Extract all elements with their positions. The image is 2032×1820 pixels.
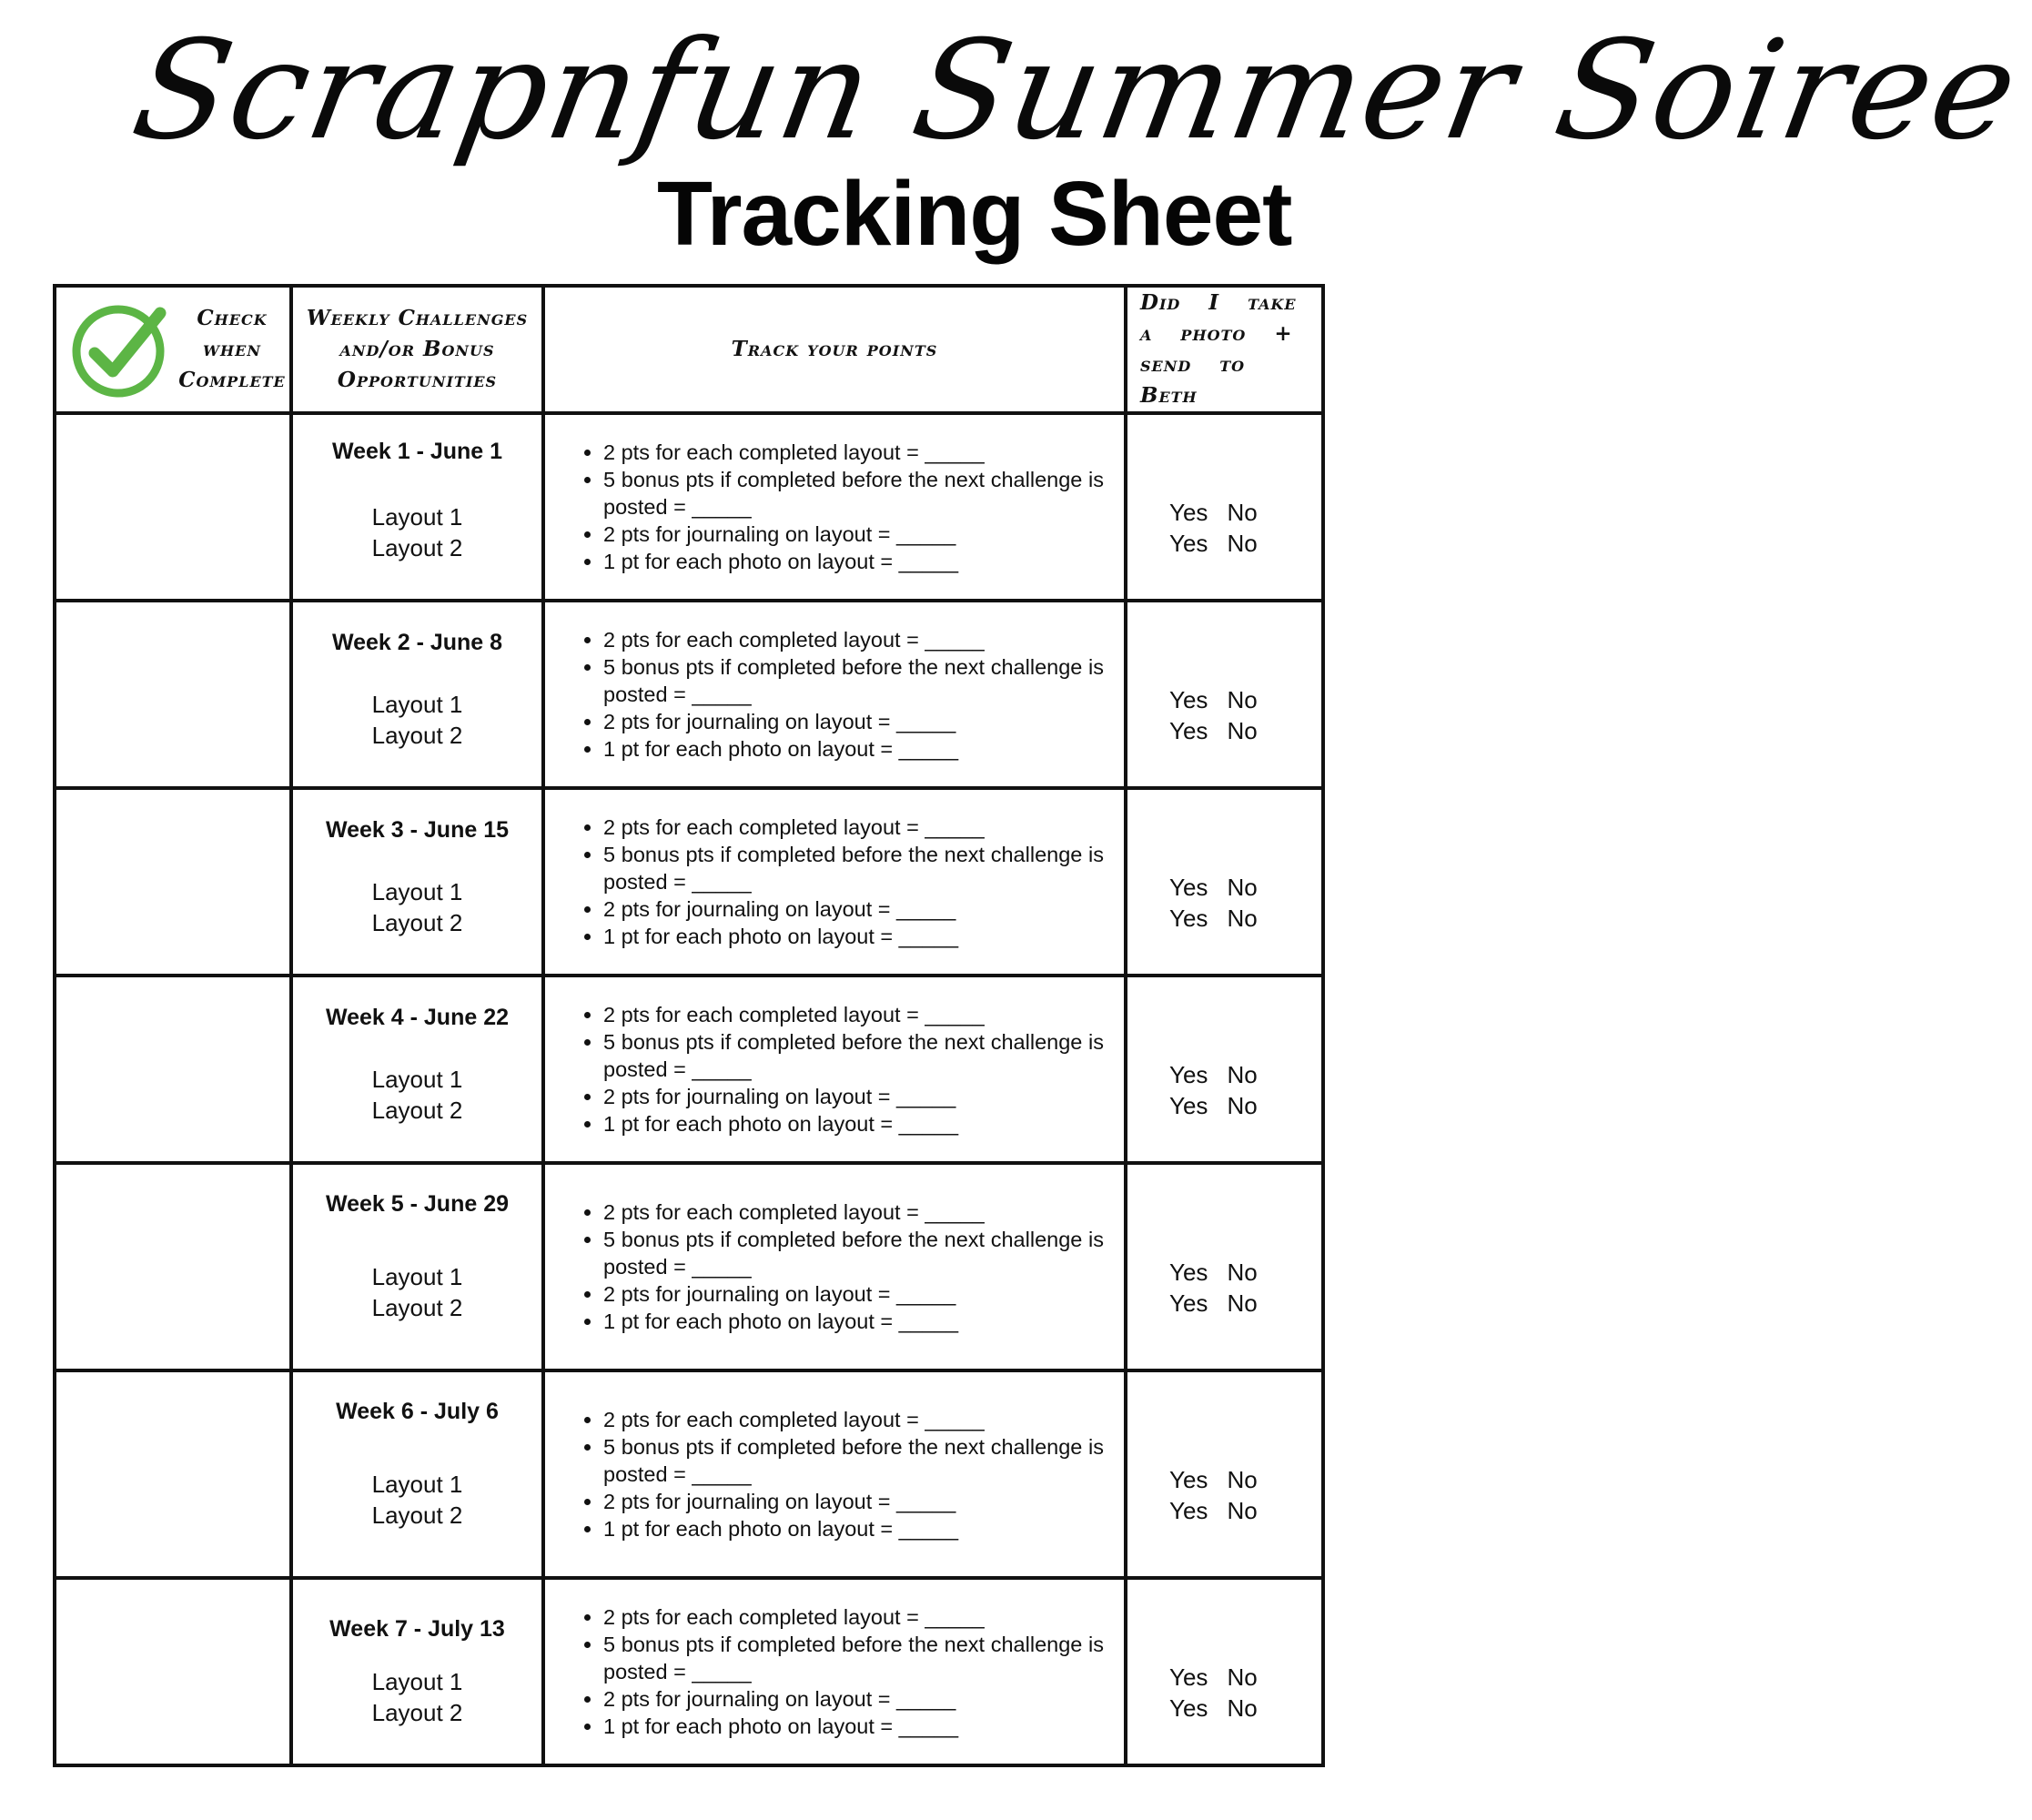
layout-label: Layout 2 <box>371 1097 463 1124</box>
points-item[interactable]: • 5 bonus pts if completed before the next challenge is posted = _____ <box>603 1028 1104 1083</box>
layout-label: Layout 2 <box>371 1699 463 1726</box>
points-item[interactable]: • 1 pt for each photo on layout = _____ <box>603 548 1104 575</box>
points-item[interactable]: • 2 pts for journaling on layout = _____ <box>603 1685 1104 1713</box>
points-column-header <box>543 286 1126 413</box>
layout-label: Layout 2 <box>371 534 463 561</box>
table-row <box>55 788 1323 976</box>
yes-option[interactable]: Yes <box>1169 498 1208 526</box>
check-box-cell[interactable] <box>55 601 291 788</box>
points-item[interactable]: • 1 pt for each photo on layout = _____ <box>603 923 1104 950</box>
photo-cell <box>1126 1370 1323 1578</box>
yes-option[interactable]: Yes <box>1169 685 1208 713</box>
no-option[interactable]: No <box>1227 529 1258 557</box>
yes-option[interactable]: Yes <box>1169 1289 1208 1317</box>
check-box-cell[interactable] <box>55 1163 291 1370</box>
week-title: Week 5 - June 29 <box>325 1191 510 1217</box>
week-cell <box>291 413 543 601</box>
layout-label: Layout 1 <box>371 691 463 718</box>
photo-column-header <box>1126 286 1323 413</box>
points-item[interactable]: • 2 pts for each completed layout = _____ <box>603 626 1104 653</box>
no-option[interactable]: No <box>1227 1663 1258 1691</box>
photo-cell <box>1126 976 1323 1163</box>
points-item[interactable]: • 5 bonus pts if completed before the next challenge is posted = _____ <box>603 1226 1104 1280</box>
week-title: Week 3 - June 15 <box>325 817 510 843</box>
layout-label: Layout 2 <box>371 722 463 749</box>
week-title: Week 6 - July 6 <box>336 1399 499 1424</box>
week-cell <box>291 976 543 1163</box>
points-list <box>545 1198 1124 1335</box>
table-row <box>55 1163 1323 1370</box>
no-option[interactable]: No <box>1227 1258 1258 1286</box>
points-item[interactable]: • 2 pts for each completed layout = _____ <box>603 814 1104 841</box>
header-row <box>55 286 1323 413</box>
points-cell <box>543 788 1126 976</box>
yes-option[interactable]: Yes <box>1169 1694 1208 1722</box>
tracking-table <box>53 284 1325 1767</box>
points-list <box>545 1603 1124 1740</box>
check-box-cell[interactable] <box>55 976 291 1163</box>
script-title: Scrapnfun Summer Soiree <box>122 12 2030 170</box>
week-cell <box>291 601 543 788</box>
layout-label: Layout 2 <box>371 1294 463 1321</box>
points-column-label: Track your points <box>731 337 938 361</box>
points-cell <box>543 976 1126 1163</box>
points-item[interactable]: • 2 pts for each completed layout = _____ <box>603 439 1104 466</box>
yes-option[interactable]: Yes <box>1169 1663 1208 1691</box>
challenges-column-label: Weekly Challenges and/or Bonus Opportunities <box>306 306 529 392</box>
yes-option[interactable]: Yes <box>1169 873 1208 901</box>
points-item[interactable]: • 1 pt for each photo on layout = _____ <box>603 1713 1104 1740</box>
page-title: Tracking Sheet <box>657 163 1292 265</box>
points-cell <box>543 413 1126 601</box>
table-row <box>55 976 1323 1163</box>
points-item[interactable]: • 1 pt for each photo on layout = _____ <box>603 1110 1104 1138</box>
no-option[interactable]: No <box>1227 498 1258 526</box>
layout-label: Layout 1 <box>371 1471 463 1498</box>
points-item[interactable]: • 5 bonus pts if completed before the next challenge is posted = _____ <box>603 1433 1104 1488</box>
points-item[interactable]: • 2 pts for journaling on layout = _____ <box>603 708 1104 735</box>
yes-option[interactable]: Yes <box>1169 904 1208 932</box>
points-item[interactable]: • 1 pt for each photo on layout = _____ <box>603 1515 1104 1542</box>
yes-option[interactable]: Yes <box>1169 1496 1208 1524</box>
no-option[interactable]: No <box>1227 904 1258 932</box>
yes-option[interactable]: Yes <box>1169 1060 1208 1088</box>
no-option[interactable]: No <box>1227 873 1258 901</box>
points-cell <box>543 601 1126 788</box>
points-item[interactable]: • 5 bonus pts if completed before the next challenge is posted = _____ <box>603 466 1104 521</box>
yes-no-options <box>1127 874 1321 932</box>
points-item[interactable]: • 2 pts for journaling on layout = _____ <box>603 1488 1104 1515</box>
points-item[interactable]: • 2 pts for journaling on layout = _____ <box>603 1083 1104 1110</box>
check-box-cell[interactable] <box>55 413 291 601</box>
points-cell <box>543 1578 1126 1765</box>
table-row <box>55 1578 1323 1765</box>
layout-label: Layout 1 <box>371 1066 463 1093</box>
yes-option[interactable]: Yes <box>1169 1258 1208 1286</box>
green-check-circle-icon <box>71 300 169 399</box>
points-item[interactable]: • 2 pts for each completed layout = _____ <box>603 1198 1104 1226</box>
photo-cell <box>1126 788 1323 976</box>
check-column-label: Check when Complete <box>178 306 286 392</box>
layout-label: Layout 2 <box>371 1502 463 1529</box>
points-list <box>545 439 1124 575</box>
no-option[interactable]: No <box>1227 1694 1258 1722</box>
photo-cell <box>1126 1578 1323 1765</box>
check-box-cell[interactable] <box>55 1578 291 1765</box>
points-item[interactable]: • 2 pts for each completed layout = _____ <box>603 1406 1104 1433</box>
points-list <box>545 1001 1124 1138</box>
week-cell <box>291 1578 543 1765</box>
photo-cell <box>1126 1163 1323 1370</box>
yes-no-options <box>1127 1466 1321 1524</box>
no-option[interactable]: No <box>1227 1091 1258 1119</box>
yes-option[interactable]: Yes <box>1169 1091 1208 1119</box>
points-item[interactable]: • 2 pts for journaling on layout = _____ <box>603 895 1104 923</box>
week-title: Week 4 - June 22 <box>325 1005 510 1030</box>
week-cell <box>291 1370 543 1578</box>
points-list <box>545 1406 1124 1542</box>
yes-no-options <box>1127 686 1321 744</box>
week-title: Week 7 - July 13 <box>329 1616 505 1642</box>
yes-option[interactable]: Yes <box>1169 1465 1208 1493</box>
week-title: Week 2 - June 8 <box>331 630 503 655</box>
yes-option[interactable]: Yes <box>1169 716 1208 744</box>
yes-no-options <box>1127 1259 1321 1317</box>
points-item[interactable]: • 2 pts for each completed layout = _____ <box>603 1603 1104 1631</box>
points-item[interactable]: • 2 pts for journaling on layout = _____ <box>603 1280 1104 1308</box>
points-item[interactable]: • 1 pt for each photo on layout = _____ <box>603 1308 1104 1335</box>
layout-label: Layout 1 <box>371 503 463 531</box>
points-item[interactable]: • 5 bonus pts if completed before the next challenge is posted = _____ <box>603 1631 1104 1685</box>
no-option[interactable]: No <box>1227 1289 1258 1317</box>
points-list <box>545 626 1124 763</box>
layout-label: Layout 2 <box>371 909 463 936</box>
yes-no-options <box>1127 499 1321 557</box>
photo-cell <box>1126 601 1323 788</box>
points-item[interactable]: • 2 pts for journaling on layout = _____ <box>603 521 1104 548</box>
yes-no-options <box>1127 1061 1321 1119</box>
table-row <box>55 1370 1323 1578</box>
yes-option[interactable]: Yes <box>1169 529 1208 557</box>
table-row <box>55 601 1323 788</box>
points-cell <box>543 1370 1126 1578</box>
week-title: Week 1 - June 1 <box>331 439 503 464</box>
points-item[interactable]: • 5 bonus pts if completed before the next challenge is posted = _____ <box>603 841 1104 895</box>
no-option[interactable]: No <box>1227 1465 1258 1493</box>
no-option[interactable]: No <box>1227 685 1258 713</box>
no-option[interactable]: No <box>1227 1060 1258 1088</box>
points-item[interactable]: • 5 bonus pts if completed before the next challenge is posted = _____ <box>603 653 1104 708</box>
week-cell <box>291 1163 543 1370</box>
table-row <box>55 413 1323 601</box>
check-box-cell[interactable] <box>55 788 291 976</box>
challenges-column-header <box>291 286 543 413</box>
layout-label: Layout 1 <box>371 1263 463 1290</box>
layout-label: Layout 1 <box>371 1668 463 1695</box>
points-item[interactable]: • 1 pt for each photo on layout = _____ <box>603 735 1104 763</box>
photo-column-label: Did I take a photo + send to Beth <box>1140 290 1297 408</box>
check-box-cell[interactable] <box>55 1370 291 1578</box>
points-item[interactable]: • 2 pts for each completed layout = _____ <box>603 1001 1104 1028</box>
check-column-header <box>55 286 291 413</box>
layout-label: Layout 1 <box>371 878 463 905</box>
photo-cell <box>1126 413 1323 601</box>
week-cell <box>291 788 543 976</box>
no-option[interactable]: No <box>1227 1496 1258 1524</box>
points-list <box>545 814 1124 950</box>
yes-no-options <box>1127 1663 1321 1722</box>
points-cell <box>543 1163 1126 1370</box>
no-option[interactable]: No <box>1227 716 1258 744</box>
